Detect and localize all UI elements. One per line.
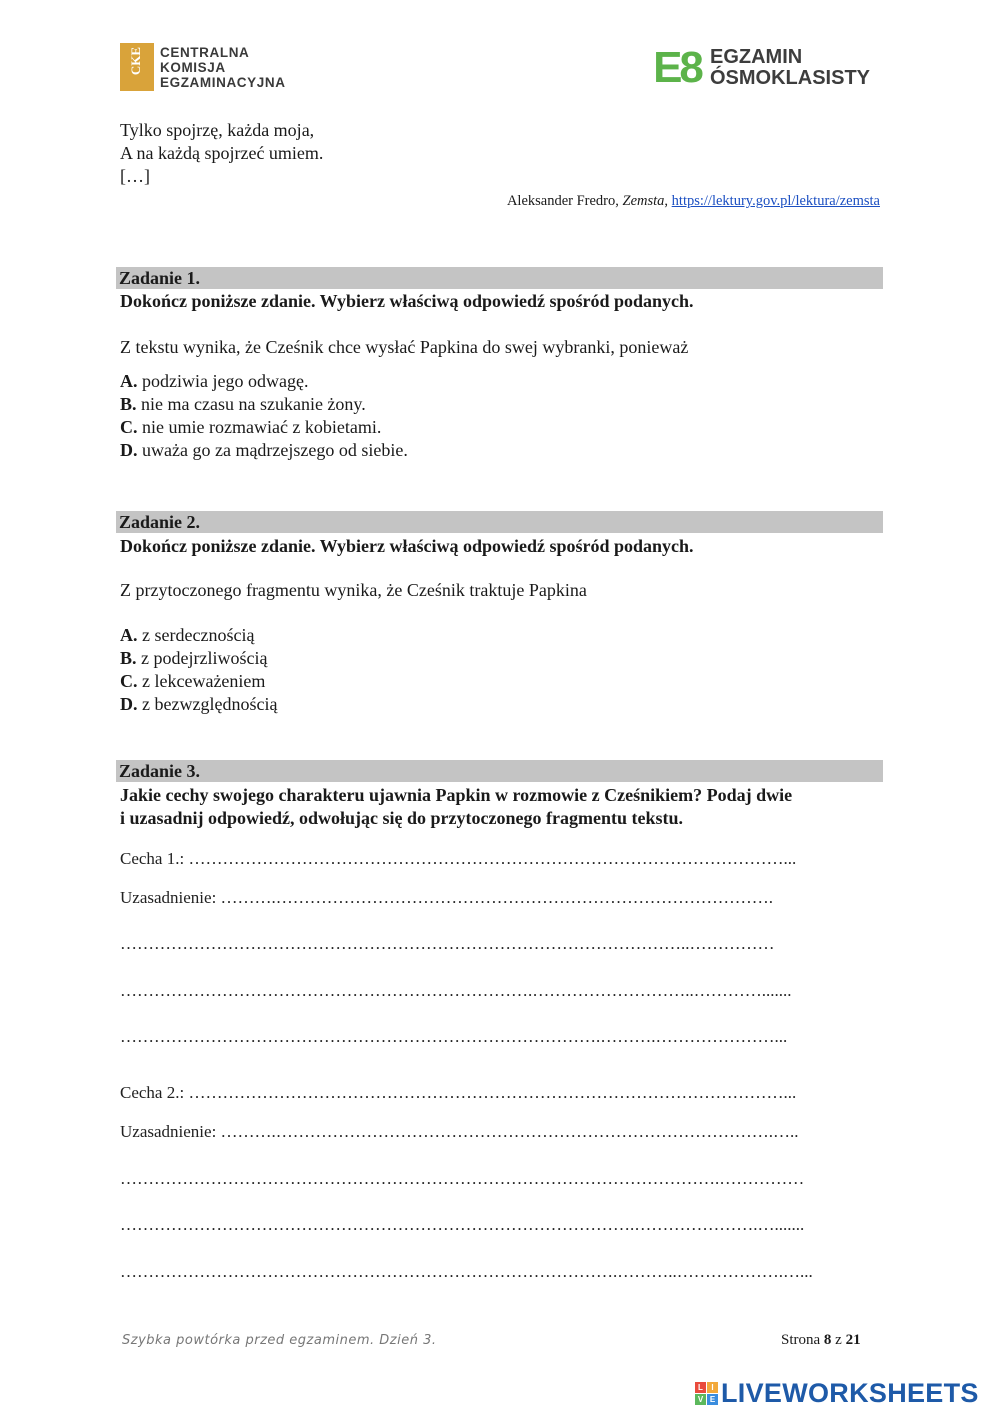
task-2-option-b[interactable] xyxy=(120,647,277,670)
option-text: z bezwzględnością xyxy=(137,694,278,714)
task-3-instruction xyxy=(120,784,792,830)
liveworksheets-text: LIVEWORKSHEETS xyxy=(721,1378,979,1408)
cke-line-1: CENTRALNA xyxy=(160,44,250,60)
task-2-stem: Z przytoczonego fragmentu wynika, że Cześnik traktuje Papkina xyxy=(120,580,587,600)
e8-logo xyxy=(650,44,870,92)
task-1-option-c[interactable] xyxy=(120,416,408,439)
task-2-header xyxy=(116,511,883,533)
task-1-stem: Z tekstu wynika, że Cześnik chce wysłać Papkina do swej wybranki, ponieważ xyxy=(120,337,689,357)
option-letter: B. xyxy=(120,394,137,414)
page-number xyxy=(781,1332,861,1349)
lw-cell: E xyxy=(707,1394,718,1405)
option-text: uważa go za mądrzejszego od siebie. xyxy=(137,440,408,460)
e8-line-2: ÓSMOKLASISTY xyxy=(710,67,871,89)
answer-line[interactable]: ……………………………………………………………….………………………..…………....... xyxy=(120,981,792,1000)
footer-title: Szybka powtórka przed egzaminem. Dzień 3. xyxy=(122,1333,437,1348)
task-1-title: Zadanie 1. xyxy=(119,268,201,288)
option-text: z serdecznością xyxy=(137,625,255,645)
task-3-instruction-line: i uzasadnij odpowiedź, odwołując się do przytoczonego fragmentu tekstu. xyxy=(120,808,683,828)
option-text: z lekceważeniem xyxy=(137,671,266,691)
page-prefix: Strona xyxy=(781,1332,824,1348)
e8-logo-text xyxy=(710,47,870,89)
task-3-instruction-line: Jakie cechy swojego charakteru ujawnia Papkin w rozmowie z Cześnikiem? Podaj dwie xyxy=(120,785,793,805)
liveworksheets-watermark xyxy=(695,1378,979,1409)
option-letter: A. xyxy=(120,625,138,645)
option-letter: D. xyxy=(120,694,138,714)
task-2-option-d[interactable] xyxy=(120,693,277,716)
task-1-option-a[interactable] xyxy=(120,370,408,393)
option-letter: D. xyxy=(120,440,138,460)
task-2-option-a[interactable] xyxy=(120,624,277,647)
source-citation xyxy=(507,193,880,210)
task-2-title: Zadanie 2. xyxy=(119,512,201,532)
poem-line: Tylko spojrzę, każda moja, xyxy=(120,120,315,140)
option-letter: B. xyxy=(120,648,137,668)
task-3-header xyxy=(116,760,883,782)
liveworksheets-logo-icon xyxy=(695,1382,718,1405)
option-letter: C. xyxy=(120,417,138,437)
option-text: z podejrzliwością xyxy=(136,648,268,668)
cke-line-2: KOMISJA xyxy=(160,59,226,75)
task-3-title: Zadanie 3. xyxy=(119,761,201,781)
e8-mark-text: E8 xyxy=(653,43,701,92)
lw-cell: V xyxy=(695,1394,706,1405)
cke-logo xyxy=(120,42,286,92)
option-text: nie ma czasu na szukanie żony. xyxy=(136,394,366,414)
task-1-option-b[interactable] xyxy=(120,393,408,416)
source-work: Zemsta xyxy=(622,193,665,209)
lw-cell: I xyxy=(707,1382,718,1393)
source-author: Aleksander Fredro, xyxy=(506,193,623,209)
lw-cell: L xyxy=(695,1382,706,1393)
task-1-instruction: Dokończ poniższe zdanie. Wybierz właściwą odpowiedź spośród podanych. xyxy=(120,291,694,311)
answer-line[interactable]: ……………………………………………………………………………….………………….…....... xyxy=(120,1215,805,1234)
e8-line-1: EGZAMIN xyxy=(710,46,803,68)
page-mid: z xyxy=(831,1332,846,1348)
poem-line: […] xyxy=(120,166,150,186)
cke-mark-text: CKE xyxy=(128,47,143,76)
task-2-instruction: Dokończ poniższe zdanie. Wybierz właściwą odpowiedź spośród podanych. xyxy=(120,536,694,556)
answer-line[interactable]: ………………………………………………………………………….……….…………………... xyxy=(120,1027,788,1046)
source-link[interactable]: https://lektury.gov.pl/lektura/zemsta xyxy=(671,193,880,209)
answer-line[interactable]: …………………………………………………………………………………………….…………… xyxy=(120,1169,805,1188)
answer-line-trait-2[interactable]: Cecha 2.: ……………………………………………………………………………………………... xyxy=(120,1083,797,1102)
option-letter: C. xyxy=(120,671,138,691)
option-text: nie umie rozmawiać z kobietami. xyxy=(137,417,382,437)
task-1-option-d[interactable] xyxy=(120,439,408,462)
answer-line-justification-2[interactable]: Uzasadnienie: ……….…………………………………………………………………………….….. xyxy=(120,1122,799,1141)
option-text: podziwia jego odwagę. xyxy=(137,371,309,391)
page-current: 8 xyxy=(823,1332,832,1348)
answer-line-trait-1[interactable]: Cecha 1.: ……………………………………………………………………………………………... xyxy=(120,849,797,868)
answer-line[interactable]: …………………………………………………………………………….………..……………….…... xyxy=(120,1262,813,1281)
cke-logo-text xyxy=(160,45,286,90)
task-2-option-c[interactable] xyxy=(120,670,277,693)
source-separator: , xyxy=(664,193,672,209)
task-2-options xyxy=(120,624,277,716)
poem-fragment xyxy=(120,119,323,188)
page-total: 21 xyxy=(845,1332,861,1348)
task-1-options xyxy=(120,370,408,462)
cke-line-3: EGZAMINACYJNA xyxy=(160,74,286,90)
e8-logo-mark xyxy=(650,43,704,92)
cke-logo-mark xyxy=(120,43,154,91)
task-1-header xyxy=(116,267,883,289)
poem-line: A na każdą spojrzeć umiem. xyxy=(120,143,324,163)
option-letter: A. xyxy=(120,371,138,391)
answer-line-justification-1[interactable]: Uzasadnienie: ……….……………………………………………………………………………. xyxy=(120,888,774,907)
answer-line[interactable]: ………………………………………………………………………………………..…………… xyxy=(120,934,775,953)
